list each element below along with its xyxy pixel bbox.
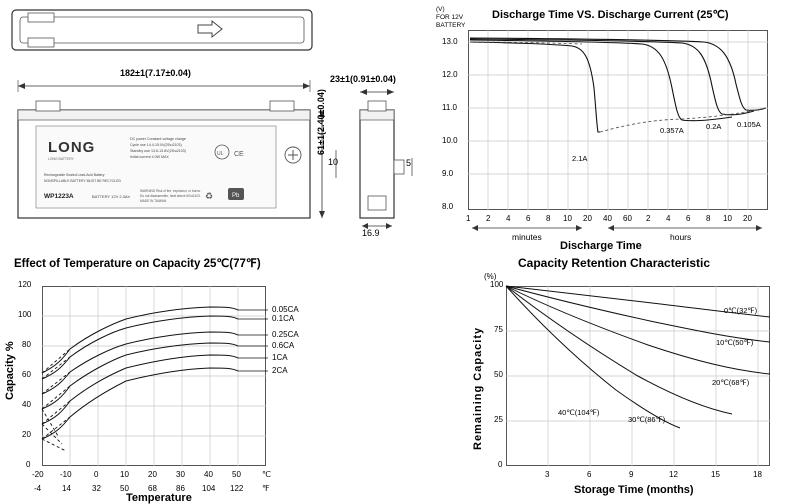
battery-drawing-panel (0, 0, 430, 250)
discharge-annotation-0.2A: 0.2A (706, 122, 722, 131)
retention-xtick-2: 9 (629, 470, 634, 479)
dim-width-label: 23±1(0.91±0.04) (330, 74, 396, 84)
discharge-ytick-4: 9.0 (442, 169, 454, 178)
svg-text:♻: ♻ (205, 191, 214, 201)
dim-height-label: 61±1(2.40±0.04) (316, 89, 326, 155)
discharge-ytick-5: 8.0 (442, 202, 454, 211)
retention-ytick-4: 100 (490, 280, 504, 289)
discharge-ytick-0: 13.0 (442, 37, 458, 46)
retention-ytick-2: 50 (494, 370, 503, 379)
temperature-xtick-f-3: 50 (120, 484, 129, 493)
ce-mark-icon (234, 151, 244, 158)
svg-text:WARNING Risk of fire, explosi: WARNING Risk of fire, explosion, or burns. (140, 189, 201, 193)
temperature-ytick-3: 60 (22, 370, 31, 379)
temperature-legend-5: 2CA (272, 366, 288, 375)
temperature-xtick-c-4: 20 (148, 470, 157, 479)
dim-base-label: 16.9 (362, 228, 380, 238)
svg-text:Pb: Pb (232, 193, 240, 199)
temperature-ytick-5: 100 (18, 310, 32, 319)
discharge-xtick-8: 60 (623, 214, 632, 223)
svg-text:CE: CE (234, 151, 244, 158)
recycle-icon (205, 191, 213, 201)
discharge-xtick-9: 2 (646, 214, 651, 223)
temperature-xtick-c-0: -20 (32, 470, 44, 479)
retention-xtick-5: 18 (753, 470, 762, 479)
retention-annotation-10c: 10℃(50℉) (716, 338, 754, 347)
unit-v: (V) (436, 6, 445, 13)
svg-text:WP1223A: WP1223A (44, 193, 74, 200)
terminal-positive (270, 101, 294, 111)
retention-ytick-3: 75 (494, 325, 503, 334)
discharge-ytick-1: 12.0 (442, 70, 458, 79)
temperature-legend-3: 0.6CA (272, 341, 295, 350)
terminal-negative (36, 101, 60, 111)
retention-ytick-1: 25 (494, 415, 503, 424)
temperature-ytick-2: 40 (22, 400, 31, 409)
svg-text:Cycle use 14.4-15.0V(25\u2103: Cycle use 14.4-15.0V(25\u2103) (130, 143, 182, 147)
temperature-xtick-f-6: 104 (202, 484, 216, 493)
temperature-xtick-f-0: -4 (34, 484, 42, 493)
temperature-xtick-c-1: -10 (60, 470, 72, 479)
temperature-plot-svg (0, 250, 432, 500)
retention-annotation-30c: 30℃(86℉) (628, 415, 666, 424)
temperature-xtick-c-5: 30 (176, 470, 185, 479)
retention-annotation-0c: 0℃(32℉) (724, 306, 758, 315)
svg-text:DC power Constant voltage cha: DC power Constant voltage charge (130, 137, 186, 141)
temperature-chart-title: Effect of Temperature on Capacity 25℃(77℉) (14, 258, 261, 270)
svg-text:NONSPILLABLE BATTERY MUST BE: NONSPILLABLE BATTERY MUST BE RECYCLED (44, 179, 122, 183)
polarity-plus-icon (285, 147, 301, 163)
retention-xtick-0: 3 (545, 470, 550, 479)
discharge-ytick-3: 10.0 (442, 136, 458, 145)
discharge-xtick-2: 4 (506, 214, 511, 223)
discharge-xtick-1: 2 (486, 214, 491, 223)
temperature-x-unit-c: ℃ (262, 470, 271, 479)
svg-text:Standby use 13.6-13.8V(25\u21: Standby use 13.6-13.8V(25\u2103) (130, 149, 186, 153)
svg-text:MADE IN TAIWAN: MADE IN TAIWAN (140, 199, 167, 203)
temperature-ytick-4: 80 (22, 340, 31, 349)
retention-xtick-4: 15 (711, 470, 720, 479)
retention-chart-title: Capacity Retention Characteristic (518, 256, 711, 270)
discharge-xtick-11: 6 (686, 214, 691, 223)
retention-xtick-3: 12 (669, 470, 678, 479)
temperature-chart-panel (0, 250, 432, 504)
retention-xtick-1: 6 (587, 470, 592, 479)
discharge-xtick-3: 6 (526, 214, 531, 223)
retention-annotation-40c: 40℃(104℉) (558, 408, 600, 417)
temperature-x-axis-title: Temperature (126, 492, 192, 504)
temperature-ytick-0: 0 (26, 460, 31, 469)
retention-x-axis-title: Storage Time (months) (574, 484, 694, 496)
dim-terminal-h-label: 10 (328, 157, 339, 167)
temperature-xtick-f-1: 14 (62, 484, 71, 493)
temperature-legend-0: 0.05CA (272, 305, 299, 314)
discharge-chart-title: Discharge Time VS. Discharge Current (25℃) (492, 9, 729, 21)
dim-length-label: 182±1(7.17±0.04) (120, 68, 191, 78)
svg-text:Rechargeable Sealed Lead-Acid: Rechargeable Sealed Lead-Acid Battery (44, 173, 105, 177)
svg-text:Initial current 4.0W MAX: Initial current 4.0W MAX (130, 155, 169, 159)
discharge-xtick-12: 8 (706, 214, 711, 223)
discharge-axis-group-hours: hours (670, 232, 692, 242)
discharge-axis-group-minutes: minutes (512, 232, 542, 242)
temperature-x-unit-f: ℉ (262, 484, 270, 493)
temperature-xtick-c-3: 10 (120, 470, 129, 479)
temperature-ytick-6: 120 (18, 280, 32, 289)
temperature-xtick-f-7: 122 (230, 484, 244, 493)
retention-y-unit: (%) (484, 272, 497, 281)
discharge-annotation-2.1A: 2.1A (572, 154, 588, 163)
temperature-xtick-c-6: 40 (204, 470, 213, 479)
retention-chart-panel (432, 250, 800, 500)
svg-text:LONG: LONG (48, 139, 96, 156)
discharge-xtick-13: 10 (723, 214, 732, 223)
temperature-xtick-f-4: 68 (148, 484, 157, 493)
discharge-annotation-0.357A: 0.357A (660, 126, 684, 135)
discharge-xtick-6: 20 (583, 214, 592, 223)
discharge-xtick-4: 8 (546, 214, 551, 223)
unit-battery: BATTERY (436, 22, 466, 29)
retention-annotation-20c: 20℃(68℉) (712, 378, 750, 387)
temperature-xtick-f-2: 32 (92, 484, 101, 493)
dim-terminal-s-label: 5 (406, 158, 412, 168)
discharge-xtick-0: 1 (466, 214, 471, 223)
svg-text:Do not disassemble, heat above: Do not disassemble, heat above 60\u2103. (140, 194, 201, 198)
discharge-xtick-10: 4 (666, 214, 671, 223)
svg-text:LONG BATTERY: LONG BATTERY (48, 157, 74, 161)
temperature-legend-4: 1CA (272, 353, 288, 362)
discharge-xtick-14: 20 (743, 214, 752, 223)
temperature-legend-2: 0.25CA (272, 330, 299, 339)
temperature-ytick-1: 20 (22, 430, 31, 439)
temperature-legend-1: 0.1CA (272, 314, 295, 323)
temperature-y-axis-title: Capacity % (4, 341, 16, 400)
discharge-xtick-5: 10 (563, 214, 572, 223)
discharge-x-axis-title: Discharge Time (560, 240, 642, 252)
temperature-xtick-c-2: 0 (94, 470, 99, 479)
retention-y-axis-title: Remaining Capacity (472, 326, 484, 450)
svg-text:BATTERY 12V 2.3Ah: BATTERY 12V 2.3Ah (92, 194, 130, 199)
unit-for12v: FOR 12V (436, 14, 464, 21)
pb-mark-icon (228, 188, 244, 200)
discharge-chart-panel (432, 0, 800, 250)
temperature-xtick-f-5: 86 (176, 484, 185, 493)
discharge-xtick-7: 40 (603, 214, 612, 223)
discharge-ytick-2: 11.0 (442, 103, 457, 112)
retention-plot-svg (432, 250, 800, 500)
battery-drawing-svg (0, 0, 430, 250)
discharge-annotation-0.105A: 0.105A (737, 120, 761, 129)
retention-ytick-0: 0 (498, 460, 503, 469)
temperature-xtick-c-7: 50 (232, 470, 241, 479)
svg-text:UL: UL (217, 151, 224, 157)
